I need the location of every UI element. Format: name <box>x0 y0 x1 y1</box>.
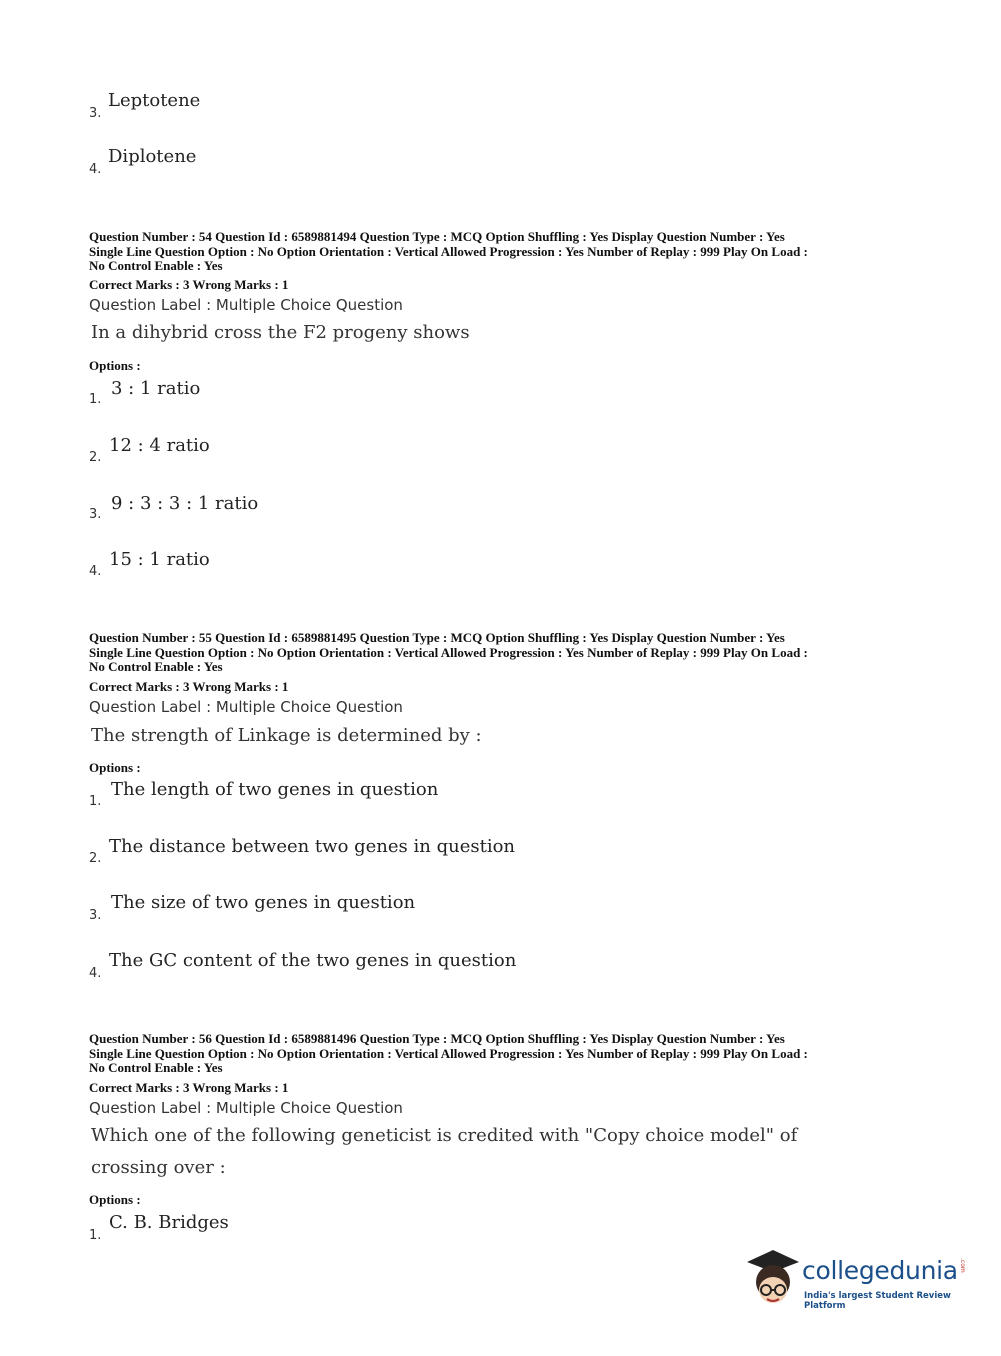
option-number: 4. <box>89 162 102 177</box>
option-text: The distance between two genes in question <box>109 836 516 857</box>
question-meta <box>89 631 919 675</box>
brand-name: collegedunia <box>802 1256 958 1285</box>
option-number: 1. <box>89 794 102 809</box>
option-number: 2. <box>89 450 102 465</box>
options-heading: Options : <box>89 760 141 775</box>
option-number: 3. <box>89 507 102 522</box>
option-number: 1. <box>89 1228 102 1243</box>
meta-line: Question Number : 56 Question Id : 6589881496 Question Type : MCQ Option Shuffling : Yes Display Question Number : Yes <box>89 1031 785 1046</box>
meta-line: Single Line Question Option : No Option Orientation : Vertical Allowed Progression : Yes Number of Replay : 999 Play On Load : <box>89 644 808 660</box>
question-meta <box>89 230 919 274</box>
options-heading: Options : <box>89 358 141 373</box>
question-marks: Correct Marks : 3 Wrong Marks : 1 <box>89 679 289 694</box>
question-text: crossing over : <box>91 1157 226 1178</box>
question-marks: Correct Marks : 3 Wrong Marks : 1 <box>89 277 289 292</box>
options-heading: Options : <box>89 1192 141 1207</box>
option-text: 3 : 1 ratio <box>111 378 201 399</box>
option-number: 3. <box>89 106 102 121</box>
brand-tagline: India's largest Student Review Platform <box>804 1291 951 1311</box>
option-number: 4. <box>89 564 102 579</box>
option-number: 3. <box>89 908 102 923</box>
option-text: The length of two genes in question <box>111 779 439 800</box>
question-text: Which one of the following geneticist is credited with "Copy choice model" of <box>91 1125 798 1146</box>
meta-line: Question Number : 54 Question Id : 6589881494 Question Type : MCQ Option Shuffling : Yes Display Question Number : Yes <box>89 229 785 244</box>
meta-line: Question Number : 55 Question Id : 6589881495 Question Type : MCQ Option Shuffling : Yes Display Question Number : Yes <box>89 630 785 645</box>
question-text: The strength of Linkage is determined by : <box>91 725 482 746</box>
option-number: 4. <box>89 966 102 981</box>
option-text: Diplotene <box>108 146 197 167</box>
option-text: Leptotene <box>108 90 201 111</box>
option-text: 12 : 4 ratio <box>109 435 210 456</box>
option-text: The GC content of the two genes in question <box>109 950 517 971</box>
brand-suffix: .com <box>959 1258 966 1273</box>
meta-line: No Control Enable : Yes <box>89 659 223 674</box>
meta-line: No Control Enable : Yes <box>89 258 223 273</box>
option-text: 15 : 1 ratio <box>109 549 210 570</box>
question-marks: Correct Marks : 3 Wrong Marks : 1 <box>89 1080 289 1095</box>
option-number: 2. <box>89 851 102 866</box>
meta-line: Single Line Question Option : No Option Orientation : Vertical Allowed Progression : Yes Number of Replay : 999 Play On Load : <box>89 243 808 259</box>
collegedunia-watermark <box>745 1248 975 1318</box>
meta-line: No Control Enable : Yes <box>89 1060 223 1075</box>
question-meta <box>89 1032 919 1076</box>
option-text: C. B. Bridges <box>109 1212 229 1233</box>
option-text: 9 : 3 : 3 : 1 ratio <box>111 493 259 514</box>
mascot-icon <box>745 1248 801 1316</box>
question-label: Question Label : Multiple Choice Question <box>89 1099 403 1117</box>
question-text: In a dihybrid cross the F2 progeny shows <box>91 322 470 343</box>
meta-line: Single Line Question Option : No Option Orientation : Vertical Allowed Progression : Yes Number of Replay : 999 Play On Load : <box>89 1045 808 1061</box>
option-number: 1. <box>89 392 102 407</box>
option-text: The size of two genes in question <box>111 892 416 913</box>
question-label: Question Label : Multiple Choice Question <box>89 698 403 716</box>
question-label: Question Label : Multiple Choice Question <box>89 296 403 314</box>
